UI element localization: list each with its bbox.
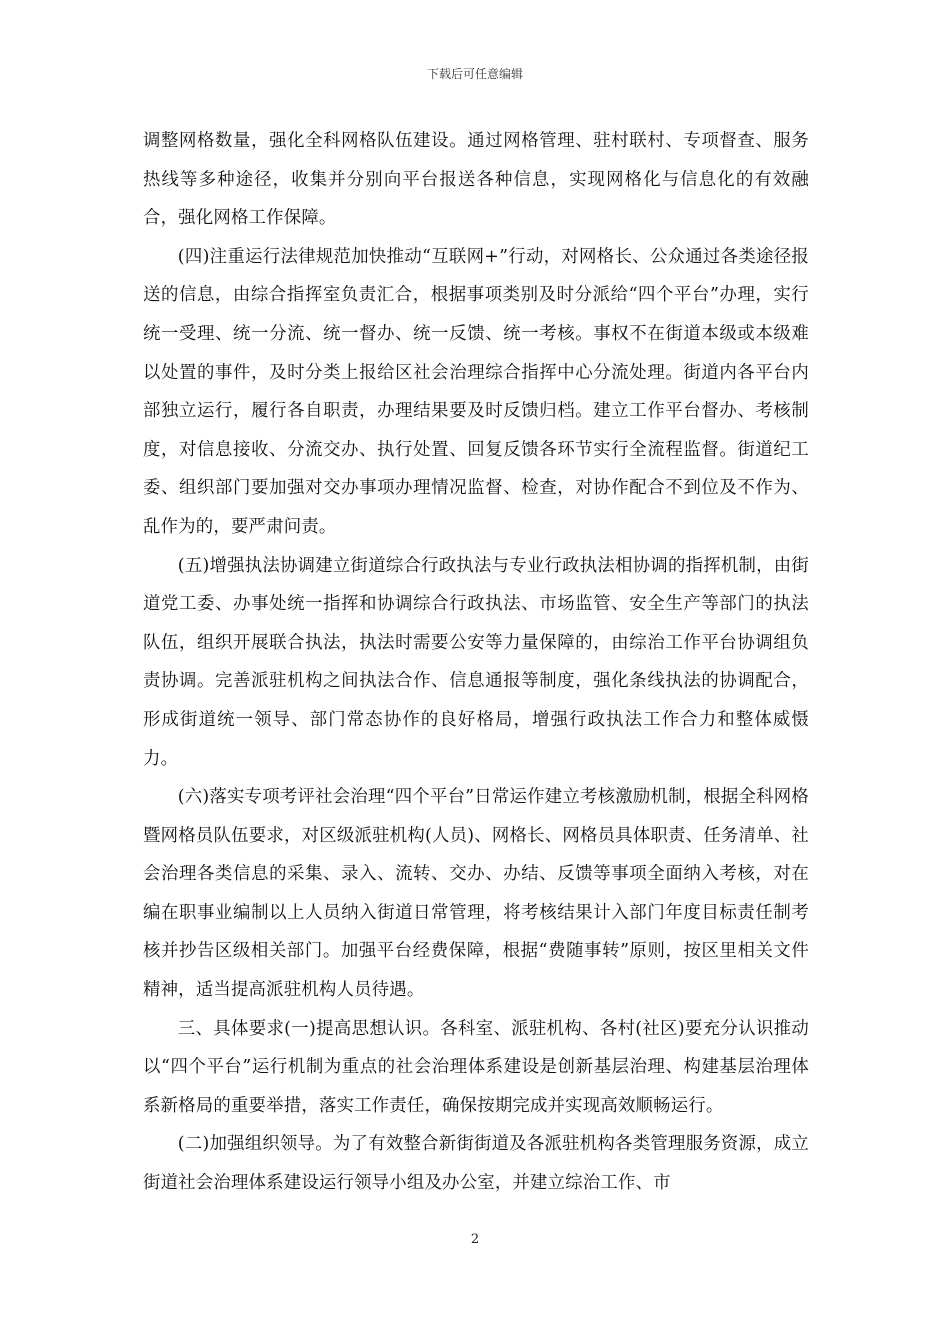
paragraph-1: 调整网格数量，强化全科网格队伍建设。通过网格管理、驻村联村、专项督查、服务热线等多种途径，收集并分别向平台报送各种信息，实现网格化与信息化的有效融合，强化网格工作保障。 [143,131,809,229]
paragraph-2: (四)注重运行法律规范加快推动“互联网+”行动，对网格长、公众通过各类途径报送的信息，由综合指挥室负责汇合，根据事项类别及时分派给“四个平台”办理，实行统一受理、统一分流、统一督办、统一反馈、统一考核。事权不在街道本级或本级难以处置的事件，及时分类上报给区社会治理综合指挥中心分流处理。街道内各平台内部独立运行，履行各自职责，办理结果要及时反馈归档。建立工作平台督办、考核制度，对信息接收、分流交办、执行处置、回复反馈各环节实行全流程监督。街道纪工委、组织部门要加强对交办事项办理情况监督、检查，对协作配合不到位及不作为、乱作为的，要严肃问责。 [143,246,809,537]
paragraph-4: (六)落实专项考评社会治理“四个平台”日常运作建立考核激励机制，根据全科网格暨网格员队伍要求，对区级派驻机构(人员)、网格长、网格员具体职责、任务清单、社会治理各类信息的采集、录入、流转、交办、办结、反馈等事项全面纳入考核，对在编在职事业编制以上人员纳入街道日常管理，将考核结果计入部门年度目标责任制考核并抄告区级相关部门。加强平台经费保障，根据“费随事转”原则，按区里相关文件精神，适当提高派驻机构人员待遇。 [143,787,809,1001]
page-number: 2 [470,1232,480,1247]
paragraph-5: 三、具体要求(一)提高思想认识。各科室、派驻机构、各村(社区)要充分认识推动以“四个平台”运行机制为重点的社会治理体系建设是创新基层治理、构建基层治理体系新格局的重要举措，落实工作责任，确保按期完成并实现高效顺畅运行。 [143,1018,809,1116]
paragraph-6: (二)加强组织领导。为了有效整合新街街道及各派驻机构各类管理服务资源，成立街道社会治理体系建设运行领导小组及办公室，并建立综治工作、市 [143,1134,809,1194]
document-body [143,122,809,1203]
page-header: 下载后可任意编辑 [426,67,523,81]
paragraph-3: (五)增强执法协调建立街道综合行政执法与专业行政执法相协调的指挥机制，由街道党工委、办事处统一指挥和协调综合行政执法、市场监管、安全生产等部门的执法队伍，组织开展联合执法，执法时需要公安等力量保障的，由综治工作平台协调组负责协调。完善派驻机构之间执法合作、信息通报等制度，强化条线执法的协调配合，形成街道统一领导、部门常态协作的良好格局，增强行政执法工作合力和整体威慑力。 [143,555,809,769]
